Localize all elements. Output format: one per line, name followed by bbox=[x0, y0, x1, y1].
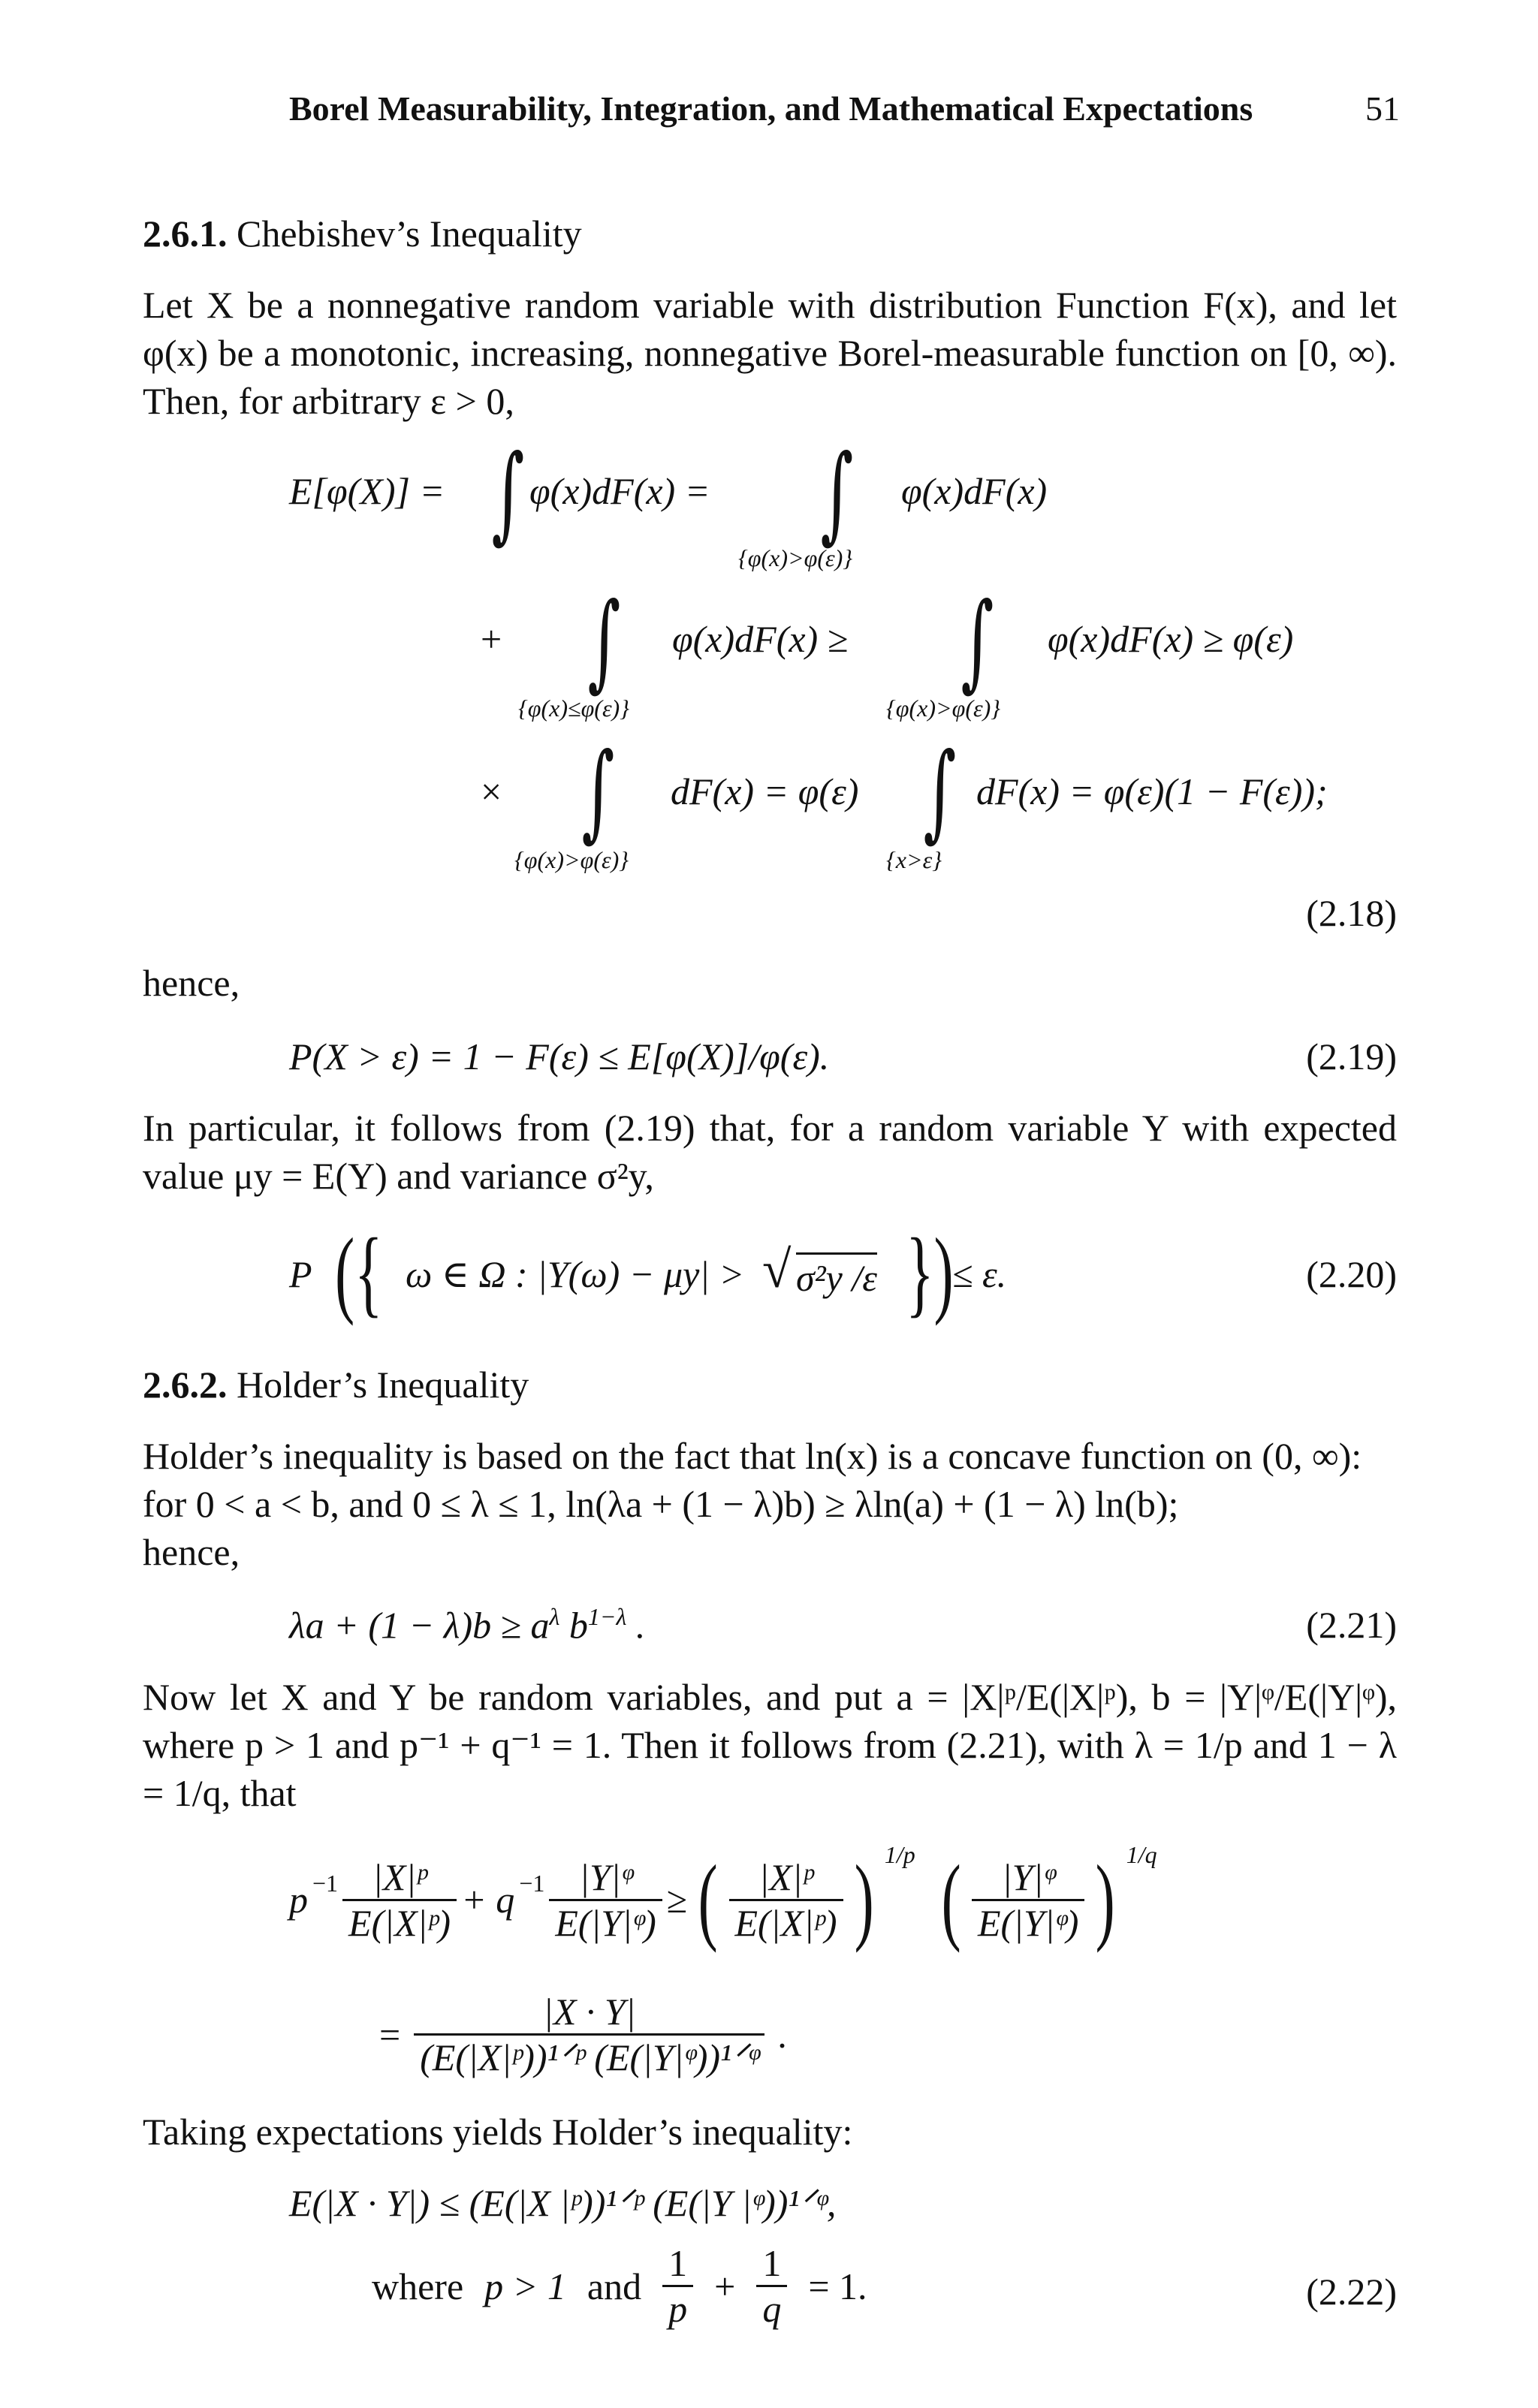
eq-2-18-line1-rhs: φ(x)dF(x) bbox=[901, 470, 1048, 512]
eq-2-20-rhs: ≤ ε. bbox=[952, 1253, 1007, 1295]
section-heading-chebishev bbox=[143, 212, 582, 255]
eq-2-18-line1-mid: φ(x)dF(x) = bbox=[529, 470, 710, 512]
holder-derivation-line1: p $^{-1}$ $\frac{\text{|X|ᵖ}}{\text{E(|X|ᵖ)}}$ + q $^{-1}$ $\frac{\text{|Y|ᵠ}}{\text{E(|Y|ᵠ)}}$ ≥ ( $\frac{\text{|X|ᵖ}}{\text{E(|X|ᵖ)}}$ ) $^{1/p}$ ( $\frac{\text{|Y|ᵠ}}{\text{E(|Y|ᵠ)}}$ ) $^{1/q}$ bbox=[289, 1840, 1157, 1954]
eq-2-20-sqrt-body: σ²y /ε bbox=[796, 1252, 877, 1300]
fraction: $\frac{|X \cdot Y|}{\text{(E(|X|ᵖ))¹ᐟᵖ (E(|Y|ᵠ))¹ᐟᵠ}}$ bbox=[414, 1990, 764, 2079]
integral-sign: ∫ bbox=[491, 432, 525, 555]
holder-intro-line1: Holder’s inequality is based on the fact that ln(x) is a concave function on (0, ∞): bbox=[143, 1435, 1362, 1477]
integral-subscript: {φ(x)>φ(ε)} bbox=[886, 695, 1001, 722]
eq-2-19: P(X > ε) = 1 − F(ε) ≤ E[φ(X)]/φ(ε). bbox=[289, 1035, 830, 1077]
section-number: 2.6.2. bbox=[143, 1364, 228, 1406]
integral-subscript: {x>ε} bbox=[886, 846, 942, 873]
taking-expectations-text: Taking expectations yields Holder’s inequality: bbox=[143, 2111, 853, 2153]
integral-sign: ∫ bbox=[820, 432, 854, 555]
chebishev-paragraph-2: In particular, it follows from (2.19) that, for a random variable Y with expected value μy = E(Y) and variance σ²y, bbox=[143, 1107, 1397, 1197]
integral-subscript: {φ(x)>φ(ε)} bbox=[514, 846, 629, 873]
fraction: $\frac{1}{p}$ bbox=[662, 2241, 693, 2331]
eq-2-21: $\lambda a + (1 - \lambda)b \ge a^\lambda$ $b^{1-\lambda}$ . bbox=[289, 1603, 646, 1647]
integral-sign: ∫ bbox=[587, 580, 621, 703]
fraction: $\frac{\text{|X|ᵖ}}{\text{E(|X|ᵖ)}}$ bbox=[342, 1855, 457, 1945]
integral-subscript: {φ(x)≤φ(ε)} bbox=[518, 695, 629, 722]
eq-2-18-line2-rhs: φ(x)dF(x) ≥ φ(ε) bbox=[1048, 618, 1294, 660]
eq-2-22-line2: where p > 1 and $\frac{1}{p}$ + $\frac{1}{q}$ = 1. bbox=[372, 2242, 867, 2330]
eq-2-18-line2-mid: φ(x)dF(x) ≥ bbox=[672, 618, 849, 660]
section-number: 2.6.1. bbox=[143, 212, 228, 255]
hence-text: hence, bbox=[143, 962, 240, 1004]
page-number: 51 bbox=[1365, 89, 1400, 128]
holder-paragraph-2: Now let X and Y be random variables, and put a = |X|ᵖ/E(|X|ᵖ), b = |Y|ᵠ/E(|Y|ᵠ), where p > 1 and p⁻¹ + q⁻¹ = 1. Then it follows from (2.21), with λ = 1/p and 1 − λ = 1/q, that bbox=[143, 1676, 1397, 1814]
equation-number: (2.20) bbox=[1306, 1253, 1397, 1295]
equation-number: (2.22) bbox=[1306, 2271, 1397, 2313]
equation-number: (2.18) bbox=[1306, 892, 1397, 934]
fraction: $\frac{\text{|X|ᵖ}}{\text{E(|X|ᵖ)}}$ bbox=[729, 1855, 843, 1945]
plus-operator: + bbox=[481, 618, 502, 660]
integral-subscript: {φ(x)>φ(ε)} bbox=[738, 544, 853, 571]
section-heading-holder bbox=[143, 1363, 529, 1406]
integral-sign: ∫ bbox=[960, 580, 994, 703]
section-title: Holder’s Inequality bbox=[237, 1364, 529, 1406]
section-title: Chebishev’s Inequality bbox=[237, 212, 582, 255]
sqrt-sign: √ bbox=[762, 1241, 792, 1299]
equation-number: (2.21) bbox=[1306, 1604, 1397, 1646]
eq-2-18-line1-lhs: E[φ(X)] = bbox=[289, 470, 445, 512]
eq-2-22-line1: E(|X · Y|) ≤ (E(|X |ᵖ))¹ᐟᵖ (E(|Y |ᵠ))¹ᐟᵠ, bbox=[289, 2182, 837, 2224]
holder-derivation-line2: = $\frac{|X \cdot Y|}{\text{(E(|X|ᵖ))¹ᐟᵖ (E(|Y|ᵠ))¹ᐟᵠ}}$ . bbox=[379, 1991, 788, 2078]
chebishev-intro-paragraph: Let X be a nonnegative random variable with distribution Function F(x), and let φ(x) be a monotonic, increasing, nonnegative Borel-measurable function on [0, ∞). Then, for arbitrary ε > 0, bbox=[143, 284, 1397, 422]
fraction: $\frac{\text{|Y|ᵠ}}{\text{E(|Y|ᵠ)}}$ bbox=[549, 1855, 662, 1945]
right-paren: }) bbox=[906, 1219, 954, 1327]
integral-sign: ∫ bbox=[923, 731, 957, 853]
equation-number: (2.19) bbox=[1306, 1035, 1397, 1077]
holder-intro-line3: hence, bbox=[143, 1531, 240, 1573]
eq-2-20-set: ω ∈ Ω : |Y(ω) − μy| > bbox=[406, 1253, 745, 1295]
eq-2-18-line3-mid: dF(x) = φ(ε) bbox=[671, 770, 859, 812]
holder-intro-line2: for 0 < a < b, and 0 ≤ λ ≤ 1, ln(λa + (1 − λ)b) ≥ λln(a) + (1 − λ) ln(b); bbox=[143, 1483, 1179, 1525]
fraction: $\frac{\text{|Y|ᵠ}}{\text{E(|Y|ᵠ)}}$ bbox=[972, 1855, 1084, 1945]
eq-2-18-line3-rhs: dF(x) = φ(ε)(1 − F(ε)); bbox=[976, 770, 1328, 812]
fraction: $\frac{1}{q}$ bbox=[756, 2241, 787, 2331]
integral-sign: ∫ bbox=[581, 731, 615, 853]
times-operator: × bbox=[481, 770, 502, 812]
running-header-title: Borel Measurability, Integration, and Mathematical Expectations bbox=[289, 89, 1253, 128]
eq-2-20-lhs: P bbox=[289, 1253, 312, 1295]
left-paren: ({ bbox=[335, 1219, 383, 1327]
